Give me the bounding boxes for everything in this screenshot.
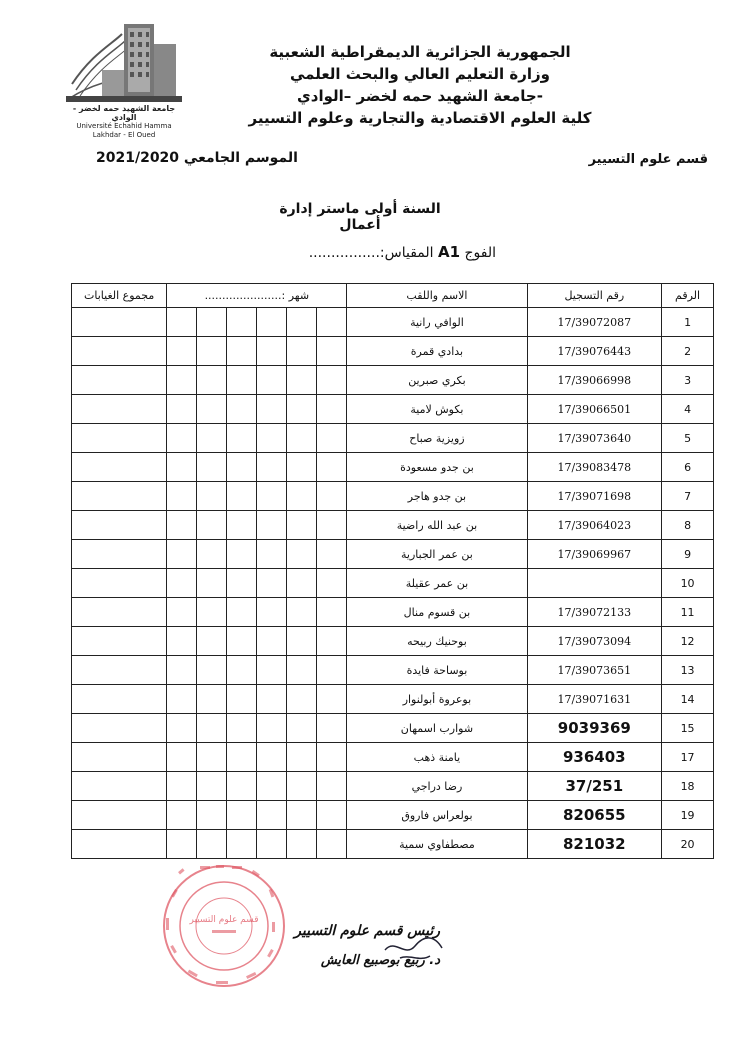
session-cell: [227, 337, 257, 366]
session-cell: [197, 511, 227, 540]
session-cell: [167, 627, 197, 656]
table-body: [72, 308, 714, 859]
row-number-cell: 2: [662, 337, 714, 366]
session-cell: [257, 656, 287, 685]
session-cell: [287, 482, 317, 511]
student-name-cell: يامنة ذهب: [347, 743, 527, 772]
session-cell: [287, 714, 317, 743]
registration-cell: 17/39072087: [527, 308, 662, 337]
table-row: [72, 656, 714, 685]
session-cell: [317, 627, 347, 656]
session-cell: [197, 395, 227, 424]
registration-cell: 936403: [527, 743, 662, 772]
session-cell: [317, 482, 347, 511]
session-cell: [227, 569, 257, 598]
session-cell: [257, 714, 287, 743]
stamp-text: قسم علوم التسيير: [189, 915, 259, 925]
student-name-cell: بكري صبرين: [347, 366, 527, 395]
handwritten-signature: [380, 928, 450, 968]
session-cell: [317, 772, 347, 801]
student-name-cell: بن عبد الله راضية: [347, 511, 527, 540]
session-cell: [197, 482, 227, 511]
registration-cell: 17/39066998: [527, 366, 662, 395]
session-cell: [257, 598, 287, 627]
table-row: [72, 337, 714, 366]
session-cell: [257, 540, 287, 569]
row-number-cell: 11: [662, 598, 714, 627]
session-cell: [227, 598, 257, 627]
row-number-cell: 18: [662, 772, 714, 801]
row-number-cell: 9: [662, 540, 714, 569]
table-row: [72, 366, 714, 395]
signer-name: د. ربيع بوصبيع العايش: [320, 953, 440, 968]
session-cell: [167, 482, 197, 511]
total-absences-cell: [72, 424, 167, 453]
session-cell: [197, 337, 227, 366]
table-row: [72, 424, 714, 453]
session-cell: [317, 511, 347, 540]
session-cell: [287, 424, 317, 453]
session-cell: [227, 453, 257, 482]
student-name-cell: بولعراس فاروق: [347, 801, 527, 830]
session-cell: [197, 540, 227, 569]
registration-cell: 17/39073640: [527, 424, 662, 453]
session-cell: [257, 453, 287, 482]
session-cell: [317, 656, 347, 685]
session-cell: [287, 627, 317, 656]
session-cell: [317, 337, 347, 366]
header-republic: الجمهورية الجزائرية الديمقراطية الشعبية: [269, 43, 571, 61]
student-name-cell: بن جدو هاجر: [347, 482, 527, 511]
total-absences-cell: [72, 598, 167, 627]
session-cell: [257, 395, 287, 424]
student-name-cell: مصطفاوي سمية: [347, 830, 527, 859]
session-cell: [167, 772, 197, 801]
registration-cell: [527, 569, 662, 598]
student-name-cell: بن قسوم منال: [347, 598, 527, 627]
logo-caption-french: Université Echahid Hamma Lakhdar - El Oued: [76, 122, 172, 139]
row-number-cell: 17: [662, 743, 714, 772]
total-absences-cell: [72, 714, 167, 743]
session-cell: [167, 424, 197, 453]
header-registration: رقم التسجيل: [527, 284, 662, 308]
student-name-cell: بوعروة أبولنوار: [347, 685, 527, 714]
table-row: [72, 714, 714, 743]
row-number-cell: 6: [662, 453, 714, 482]
session-cell: [287, 511, 317, 540]
academic-season: الموسم الجامعي 2021/2020: [96, 150, 298, 166]
session-cell: [167, 685, 197, 714]
session-cell: [317, 598, 347, 627]
session-cell: [227, 366, 257, 395]
session-cell: [227, 424, 257, 453]
session-cell: [257, 685, 287, 714]
session-cell: [167, 540, 197, 569]
session-cell: [227, 772, 257, 801]
session-cell: [167, 308, 197, 337]
session-cell: [227, 540, 257, 569]
department-name: قسم علوم التسيير: [588, 152, 708, 167]
session-cell: [317, 801, 347, 830]
header-month: شهر :......................: [167, 284, 347, 308]
total-absences-cell: [72, 830, 167, 859]
session-cell: [317, 540, 347, 569]
row-number-cell: 19: [662, 801, 714, 830]
session-cell: [197, 569, 227, 598]
registration-cell: 821032: [527, 830, 662, 859]
session-cell: [317, 424, 347, 453]
registration-cell: 17/39066501: [527, 395, 662, 424]
registration-cell: 17/39072133: [527, 598, 662, 627]
registration-cell: 17/39071631: [527, 685, 662, 714]
session-cell: [287, 743, 317, 772]
registration-cell: 17/39071698: [527, 482, 662, 511]
session-cell: [287, 453, 317, 482]
session-cell: [197, 743, 227, 772]
session-cell: [287, 772, 317, 801]
session-cell: [257, 366, 287, 395]
subject-field: المقياس:................: [308, 245, 434, 261]
header-name: الاسم واللقب: [347, 284, 527, 308]
registration-cell: 37/251: [527, 772, 662, 801]
student-name-cell: زويزية صباح: [347, 424, 527, 453]
student-name-cell: الوافي رانية: [347, 308, 527, 337]
level-title: السنة أولى ماستر إدارة أعمال: [279, 201, 441, 233]
session-cell: [287, 685, 317, 714]
session-cell: [227, 395, 257, 424]
row-number-cell: 1: [662, 308, 714, 337]
logo-caption-arabic: جامعة الشهيد حمه لخضر - الوادي: [72, 104, 176, 122]
student-name-cell: رضا دراجي: [347, 772, 527, 801]
total-absences-cell: [72, 511, 167, 540]
header-number: الرقم: [662, 284, 714, 308]
student-name-cell: بن عمر الجبارية: [347, 540, 527, 569]
table-row: [72, 540, 714, 569]
session-cell: [197, 801, 227, 830]
session-cell: [287, 366, 317, 395]
row-number-cell: 14: [662, 685, 714, 714]
row-number-cell: 4: [662, 395, 714, 424]
group-subject-line: [309, 243, 496, 261]
header-university: جامعة الشهيد حمه لخضر –الوادي-: [297, 87, 543, 105]
table-row: [72, 685, 714, 714]
session-cell: [167, 569, 197, 598]
session-cell: [257, 627, 287, 656]
session-cell: [257, 801, 287, 830]
session-cell: [167, 366, 197, 395]
registration-cell: 17/39076443: [527, 337, 662, 366]
table-row: [72, 395, 714, 424]
session-cell: [317, 395, 347, 424]
total-absences-cell: [72, 453, 167, 482]
total-absences-cell: [72, 569, 167, 598]
session-cell: [287, 569, 317, 598]
header-total-absences: مجموع الغيابات: [72, 284, 167, 308]
session-cell: [197, 714, 227, 743]
session-cell: [197, 366, 227, 395]
total-absences-cell: [72, 772, 167, 801]
department-stamp: [160, 862, 288, 990]
table-row: [72, 482, 714, 511]
table-row: [72, 772, 714, 801]
registration-cell: 17/39064023: [527, 511, 662, 540]
session-cell: [197, 772, 227, 801]
session-cell: [317, 685, 347, 714]
session-cell: [167, 395, 197, 424]
attendance-table: [71, 283, 714, 859]
row-number-cell: 8: [662, 511, 714, 540]
registration-cell: 9039369: [527, 714, 662, 743]
session-cell: [287, 337, 317, 366]
session-cell: [317, 453, 347, 482]
session-cell: [287, 656, 317, 685]
session-cell: [287, 801, 317, 830]
student-name-cell: بن عمر عقيلة: [347, 569, 527, 598]
session-cell: [167, 830, 197, 859]
session-cell: [257, 569, 287, 598]
row-number-cell: 5: [662, 424, 714, 453]
session-cell: [317, 569, 347, 598]
total-absences-cell: [72, 540, 167, 569]
logo-caption: [62, 104, 186, 140]
session-cell: [197, 453, 227, 482]
session-cell: [197, 424, 227, 453]
session-cell: [227, 743, 257, 772]
table-row: [72, 830, 714, 859]
session-cell: [257, 830, 287, 859]
session-cell: [257, 772, 287, 801]
session-cell: [227, 656, 257, 685]
row-number-cell: 13: [662, 656, 714, 685]
row-number-cell: 10: [662, 569, 714, 598]
session-cell: [197, 598, 227, 627]
session-cell: [167, 453, 197, 482]
total-absences-cell: [72, 685, 167, 714]
registration-cell: 17/39073651: [527, 656, 662, 685]
registration-cell: 820655: [527, 801, 662, 830]
session-cell: [227, 482, 257, 511]
table-header-row: [72, 284, 714, 308]
session-cell: [317, 366, 347, 395]
total-absences-cell: [72, 801, 167, 830]
student-name-cell: بوساحة فايدة: [347, 656, 527, 685]
total-absences-cell: [72, 337, 167, 366]
session-cell: [167, 656, 197, 685]
total-absences-cell: [72, 627, 167, 656]
total-absences-cell: [72, 743, 167, 772]
group-label: الفوج: [464, 245, 496, 261]
session-cell: [287, 598, 317, 627]
session-cell: [317, 830, 347, 859]
table-row: [72, 801, 714, 830]
table-row: [72, 627, 714, 656]
session-cell: [287, 395, 317, 424]
header-faculty: كلية العلوم الاقتصادية والتجارية وعلوم التسيير: [248, 109, 592, 127]
session-cell: [167, 743, 197, 772]
session-cell: [257, 308, 287, 337]
total-absences-cell: [72, 366, 167, 395]
session-cell: [197, 627, 227, 656]
session-cell: [167, 337, 197, 366]
student-name-cell: بكوش لامية: [347, 395, 527, 424]
session-cell: [257, 337, 287, 366]
session-cell: [287, 540, 317, 569]
header-ministry: وزارة التعليم العالي والبحث العلمي: [289, 65, 551, 83]
student-name-cell: بن جدو مسعودة: [347, 453, 527, 482]
registration-cell: 17/39083478: [527, 453, 662, 482]
session-cell: [227, 685, 257, 714]
session-cell: [287, 308, 317, 337]
registration-cell: 17/39069967: [527, 540, 662, 569]
session-cell: [227, 801, 257, 830]
session-cell: [257, 511, 287, 540]
session-cell: [317, 743, 347, 772]
session-cell: [227, 830, 257, 859]
total-absences-cell: [72, 482, 167, 511]
total-absences-cell: [72, 656, 167, 685]
row-number-cell: 15: [662, 714, 714, 743]
registration-cell: 17/39073094: [527, 627, 662, 656]
session-cell: [167, 511, 197, 540]
session-cell: [227, 511, 257, 540]
session-cell: [227, 714, 257, 743]
session-cell: [257, 743, 287, 772]
session-cell: [317, 308, 347, 337]
student-name-cell: بدادي قمرة: [347, 337, 527, 366]
session-cell: [317, 714, 347, 743]
student-name-cell: بوحنيك ربيحه: [347, 627, 527, 656]
session-cell: [227, 308, 257, 337]
total-absences-cell: [72, 308, 167, 337]
group-value: A1: [437, 243, 461, 261]
row-number-cell: 3: [662, 366, 714, 395]
session-cell: [197, 685, 227, 714]
table-row: [72, 743, 714, 772]
session-cell: [167, 598, 197, 627]
session-cell: [257, 424, 287, 453]
session-cell: [257, 482, 287, 511]
total-absences-cell: [72, 395, 167, 424]
table-row: [72, 598, 714, 627]
row-number-cell: 12: [662, 627, 714, 656]
row-number-cell: 7: [662, 482, 714, 511]
session-cell: [167, 801, 197, 830]
table-row: [72, 308, 714, 337]
session-cell: [227, 627, 257, 656]
student-name-cell: شوارب اسمهان: [347, 714, 527, 743]
row-number-cell: 20: [662, 830, 714, 859]
session-cell: [197, 308, 227, 337]
table-row: [72, 569, 714, 598]
session-cell: [197, 830, 227, 859]
session-cell: [167, 714, 197, 743]
session-cell: [287, 830, 317, 859]
signer-title: رئيس قسم علوم التسيير: [294, 923, 440, 939]
session-cell: [197, 656, 227, 685]
table-row: [72, 511, 714, 540]
table-row: [72, 453, 714, 482]
